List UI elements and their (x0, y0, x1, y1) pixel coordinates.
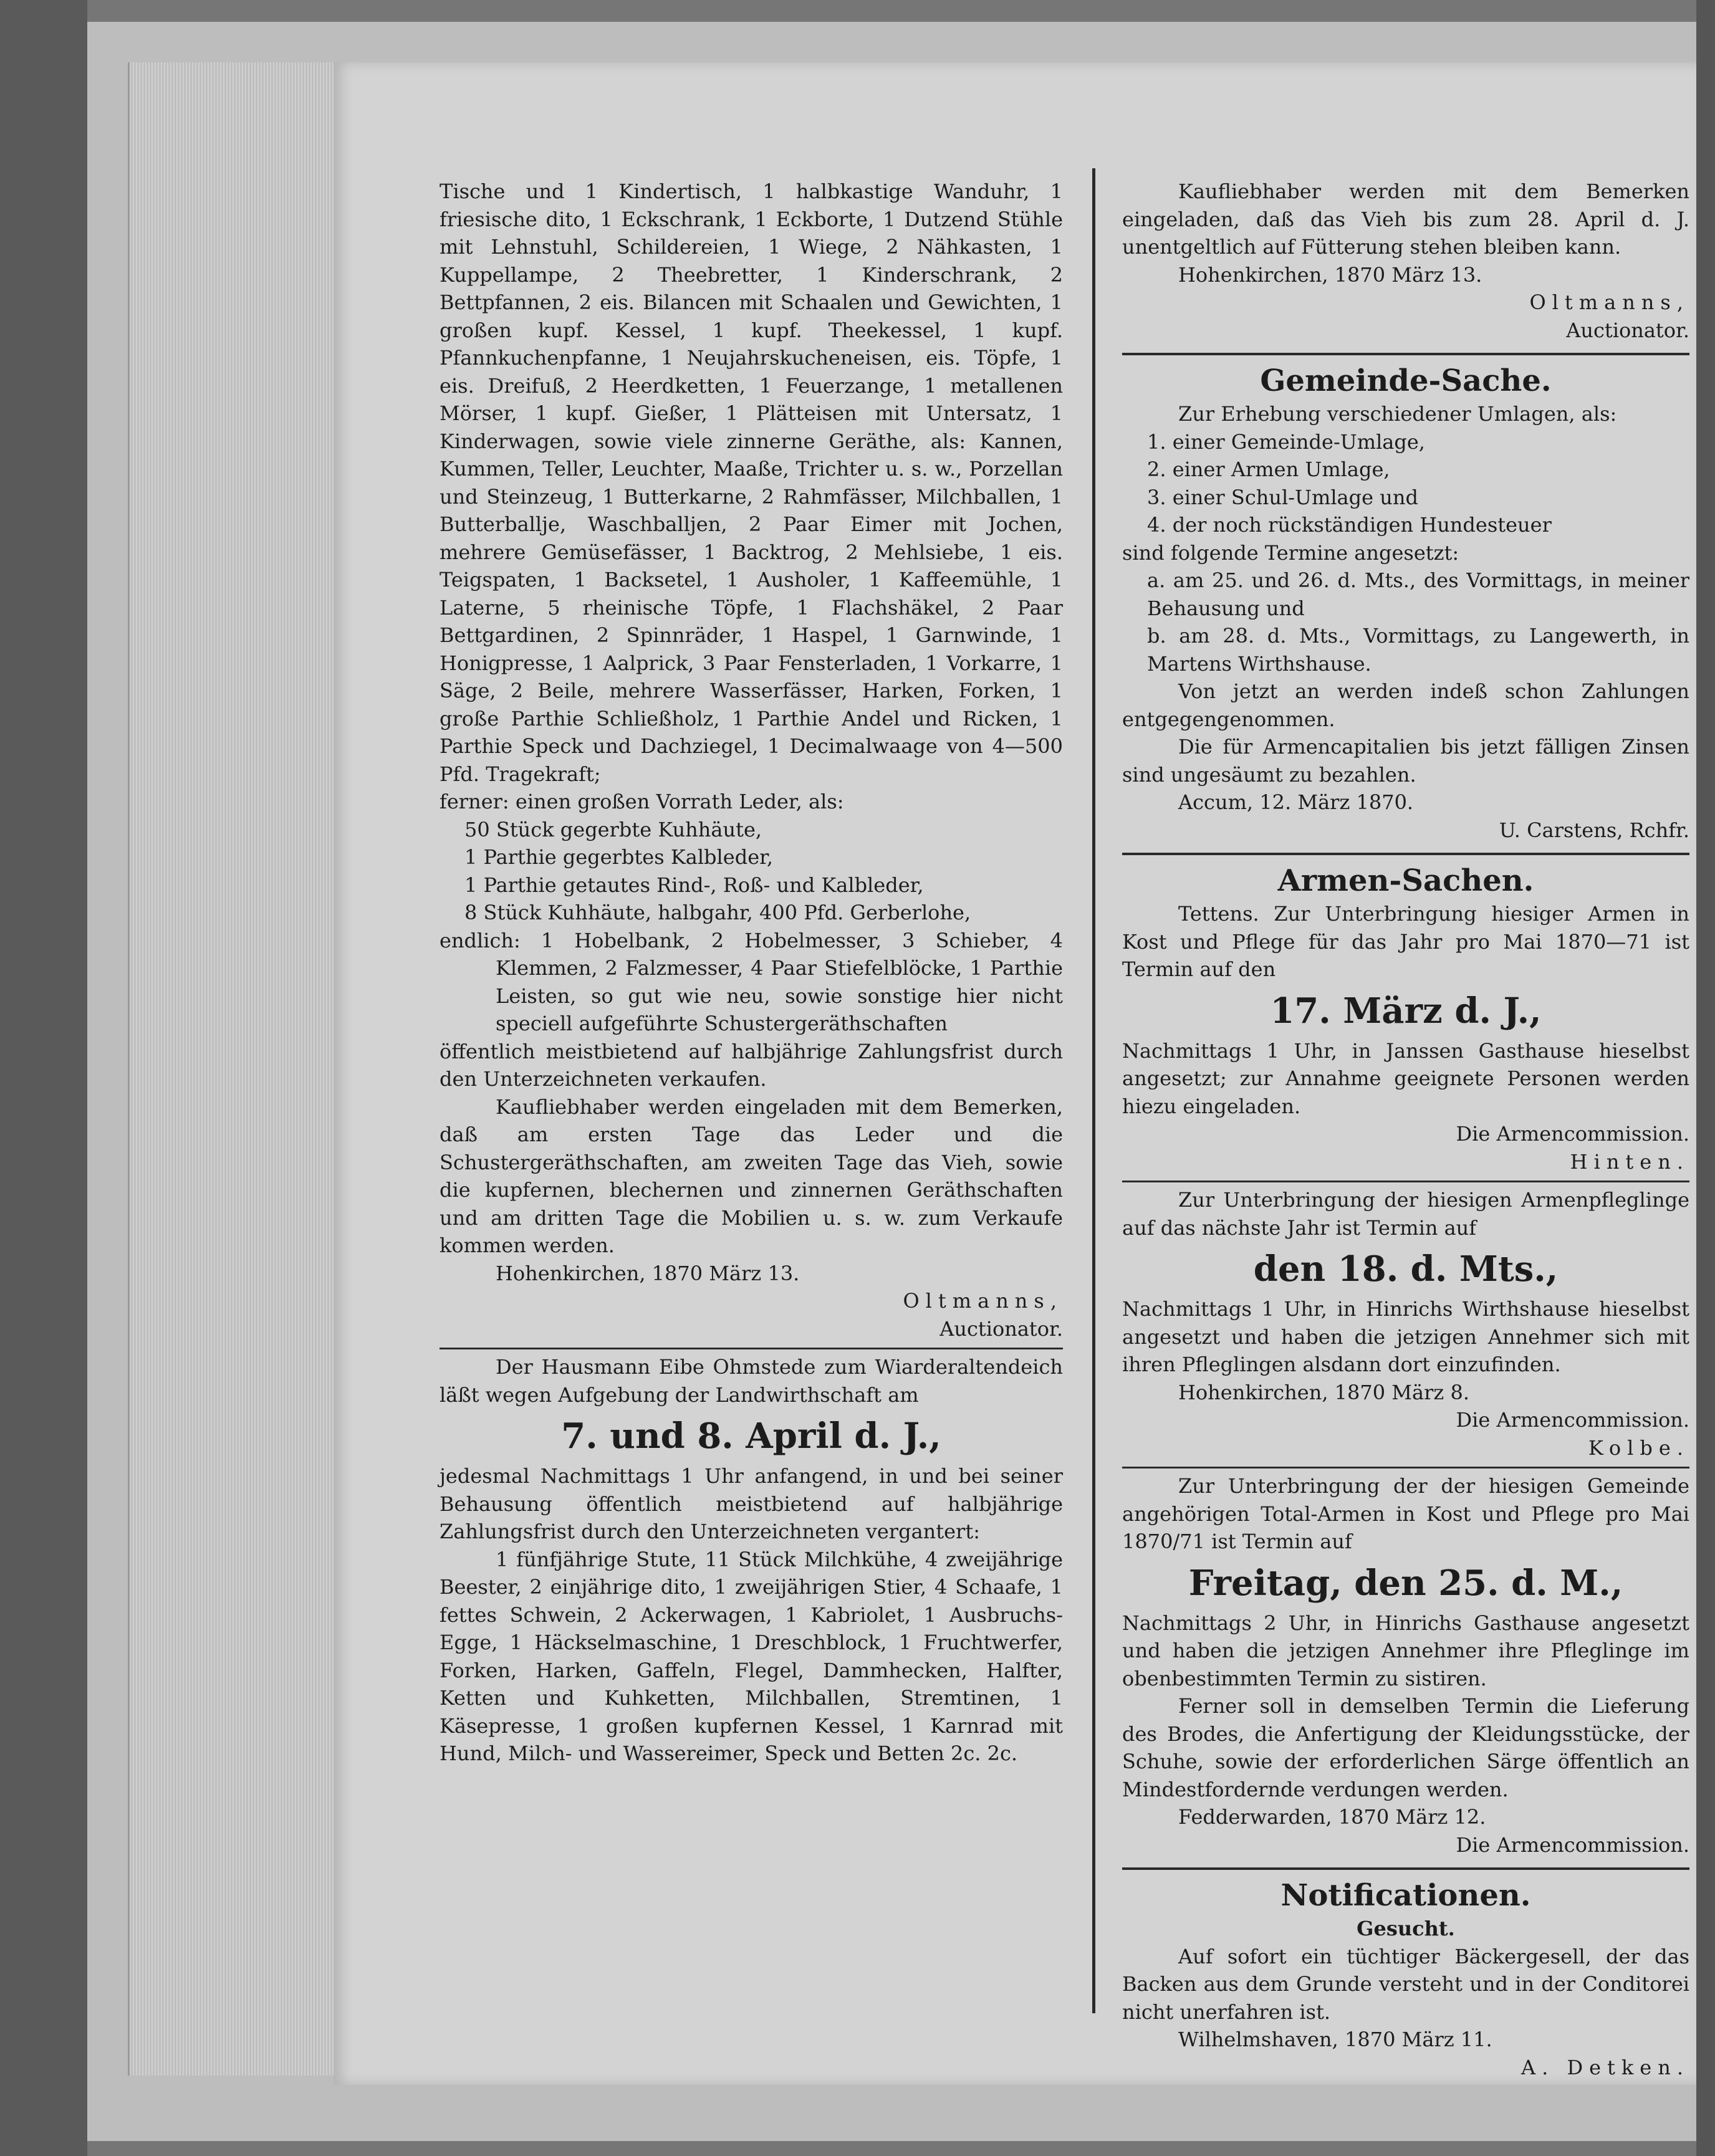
gesucht-heading: Gesucht. (1357, 1917, 1455, 1940)
hohenkirchen-text: Zur Unterbringung der hiesigen Armenpfleglinge auf das nächste Jahr ist Termin auf (1122, 1188, 1689, 1240)
second-ad-date: 7. und 8. April d. J., (561, 1416, 941, 1457)
leather-item: 50 Stück gegerbte Kuhhäute, (464, 817, 762, 841)
continued-ad-title: Auctionator. (1566, 318, 1689, 342)
livestock-list: 1 fünfjährige Stute, 11 Stück Milchkühe, 4 zweijährige Beester, 2 einjährige dito, 1 zweijährigen Stier, 4 Schaafe, 1 fettes Schwein, 2 Ackerwagen, 1 Kabriolet, 1 Ausbruchs-Egge, 1 Häckselmaschine, 1 Dreschblock, 1 Fruchtwerfer, Forken, Harken, Gaffeln, Flegel, Dammhecken, Halfter, Ketten und Kuhketten, Milchballen, Stremtinen, 1 Käsepresse, 1 großen kupfernen Kessel, 1 Karnrad mit Hund, Milch- und Wassereimer, Speck und Betten 2c. 2c. (440, 1547, 1063, 1765)
gesucht-text: Auf sofort ein tüchtiger Bäckergesell, der das Backen aus dem Grunde versteht und in der Conditorei nicht unerfahren ist. (1122, 1944, 1689, 2024)
section-separator (1122, 853, 1689, 855)
scan-edge-shadow (1696, 0, 1715, 2156)
section-separator (440, 1348, 1063, 1349)
second-ad-text: jedesmal Nachmittags 1 Uhr anfangend, in und bei seiner Behausung öffentlich meistbietend auf halbjährige Zahlungsfrist durch den Unterzeichneten vergantert: (440, 1464, 1063, 1543)
fedderwarden-text: Zur Unterbringung der der hiesigen Gemeinde angehörigen Total-Armen in Kost und Pflege pro Mai 1870/71 ist Termin auf (1122, 1474, 1689, 1553)
fedderwarden-text-3: Ferner soll in demselben Termin die Lieferung des Brodes, die Anfertigung der Kleidungsstücke, der Schuhe, sowie der erforderlichen Särge öffentlich an Mindestfordernde verdungen werden. (1122, 1694, 1689, 1801)
leather-item: 1 Parthie gegerbtes Kalbleder, (464, 845, 774, 869)
tools-list: endlich: 1 Hobelbank, 2 Hobelmesser, 3 Schieber, 4 Klemmen, 2 Falzmesser, 4 Paar Stiefelblöcke, 1 Parthie Leisten, so gut wie neu, sowie sonstige hier nicht speciell aufgeführte Schustergeräthschaften (440, 928, 1063, 1035)
notificationen-heading: Notificationen. (1280, 1878, 1531, 1913)
sale-terms: öffentlich meistbietend auf halbjährige Zahlungsfrist durch den Unterzeichneten verkaufen. (440, 1039, 1063, 1091)
gemeinde-item: 2. einer Armen Umlage, (1147, 458, 1390, 481)
gesucht-signer: A. Detken. (1520, 2055, 1689, 2079)
continued-ad-text: Kaufliebhaber werden mit dem Bemerken eingeladen, daß das Vieh bis zum 28. April d. J. unentgeltlich auf Fütterung stehen bleiben kann. (1122, 180, 1689, 259)
tettens-text: Tettens. Zur Unterbringung hiesiger Armen in Kost und Pflege für das Jahr pro Mai 1870—71 ist Termin auf den (1122, 902, 1689, 981)
fedderwarden-signer: Die Armencommission. (1456, 1833, 1689, 1857)
right-column (1122, 178, 1689, 2081)
gemeinde-item: 3. einer Schul-Umlage und (1147, 485, 1418, 509)
gemeinde-heading: Gemeinde-Sache. (1260, 363, 1552, 398)
gemeinde-place: Accum, 12. März 1870. (1178, 790, 1414, 814)
left-column (440, 178, 1063, 1768)
gemeinde-term-b: b. am 28. d. Mts., Vormittags, zu Langewerth, in Martens Wirthshause. (1147, 624, 1689, 676)
buyers-note: Kaufliebhaber werden eingeladen mit dem Bemerken, daß am ersten Tage das Leder und die Schustergeräthschaften, am zweiten Tage das Vieh, sowie die kupfernen, blechernen und zinnernen Geräthschaften und am dritten Tage die Mobilien u. s. w. zum Verkaufe kommen werden. (440, 1095, 1063, 1257)
tettens-signer-name: Hinten. (1570, 1149, 1689, 1174)
continued-ad-place: Hohenkirchen, 1870 März 13. (1178, 262, 1482, 287)
tettens-text-2: Nachmittags 1 Uhr, in Janssen Gasthause hieselbst angesetzt; zur Annahme geeignete Personen werden hiezu eingeladen. (1122, 1038, 1689, 1118)
section-separator (1122, 1181, 1689, 1182)
section-separator (1122, 1867, 1689, 1870)
hohenkirchen-date: den 18. d. Mts., (1253, 1248, 1559, 1290)
section-separator (1122, 353, 1689, 355)
fedderwarden-text-2: Nachmittags 2 Uhr, in Hinrichs Gasthause angesetzt und haben die jetzigen Annehmer ihre Pfleglinge im obenbestimmten Termin zu sistiren. (1122, 1611, 1689, 1690)
gemeinde-term-a: a. am 25. und 26. d. Mts., des Vormittags, in meiner Behausung und (1147, 568, 1689, 620)
hohenkirchen-signer: Die Armencommission. (1456, 1408, 1689, 1432)
tettens-date: 17. März d. J., (1270, 990, 1542, 1032)
hohenkirchen-text-2: Nachmittags 1 Uhr, in Hinrichs Wirthshause hieselbst angesetzt und haben die jetzigen Annehmer sich mit ihren Pfleglingen alsdann dort einzufinden. (1122, 1297, 1689, 1376)
second-ad-intro: Der Hausmann Eibe Ohmstede zum Wiarderaltendeich läßt wegen Aufgebung der Landwirthschaft am (440, 1355, 1063, 1407)
fedderwarden-date: Freitag, den 25. d. M., (1188, 1562, 1623, 1604)
page-edges (128, 62, 335, 2076)
hohenkirchen-place: Hohenkirchen, 1870 März 8. (1178, 1380, 1469, 1404)
scan-background (0, 0, 87, 2156)
auctioneer-title: Auctionator. (939, 1316, 1063, 1341)
hohenkirchen-signer-name: Kolbe. (1588, 1435, 1689, 1460)
tettens-signer: Die Armencommission. (1456, 1122, 1689, 1146)
gesucht-place: Wilhelmshaven, 1870 März 11. (1178, 2028, 1492, 2051)
auctioneer-name: Oltmanns, (903, 1289, 1063, 1313)
gemeinde-item: 4. der noch rückständigen Hundesteuer (1147, 513, 1552, 537)
leather-item: 8 Stück Kuhhäute, halbgahr, 400 Pfd. Gerberlohe, (464, 901, 971, 924)
gemeinde-item: 1. einer Gemeinde-Umlage, (1147, 429, 1425, 454)
gemeinde-note: Die für Armencapitalien bis jetzt fälligen Zinsen sind ungesäumt zu bezahlen. (1122, 735, 1689, 787)
gemeinde-intro: Zur Erhebung verschiedener Umlagen, als: (1178, 402, 1617, 426)
fedderwarden-place: Fedderwarden, 1870 März 12. (1178, 1805, 1486, 1829)
gemeinde-terms-intro: sind folgende Termine angesetzt: (1122, 540, 1459, 565)
armen-heading: Armen-Sachen. (1277, 863, 1534, 898)
leather-item: 1 Parthie getautes Rind-, Roß- und Kalbleder, (464, 873, 924, 897)
leather-intro: ferner: einen großen Vorrath Leder, als: (440, 790, 844, 813)
auction-item-list: Tische und 1 Kindertisch, 1 halbkastige Wanduhr, 1 friesische dito, 1 Eckschrank, 1 Eckborte, 1 Dutzend Stühle mit Lehnstuhl, Schildereien, 1 Wiege, 2 Nähkasten, 1 Kuppellampe, 2 Theebretter, 1 Kinderschrank, 2 Bettpfannen, 2 eis. Bilancen mit Schaalen und Gewichten, 1 großen kupf. Kessel, 1 kupf. Theekessel, 1 kupf. Pfannkuchenpfanne, 1 Neujahrskucheneisen, eis. Töpfe, 1 eis. Dreifuß, 2 Heerdketten, 1 Feuerzange, 1 metallenen Mörser, 1 kupf. Gießer, 1 Plätteisen mit Untersatz, 1 Kinderwagen, sowie viele zinnerne Geräthe, als: Kannen, Kummen, Teller, Leuchter, Maaße, Trichter u. s. w., Porzellan und Steinzeug, 1 Butterkarne, 2 Rahmfässer, Milchballen, 1 Butterballje, Waschballjen, 2 Paar Eimer mit Jochen, mehrere Gemüsefässer, 1 Backtrog, 2 Mehlsiebe, 1 eis. Teigspaten, 1 Backsetel, 1 Ausholer, 1 Kaffeemühle, 1 Laterne, 5 rheinische Töpfe, 1 Flachshäkel, 2 Paar Bettgardinen, 2 Spinnräder, 1 Haspel, 1 Garnwinde, 1 Honigpresse, 1 Aalprick, 3 Paar Fensterladen, 1 Vorkarre, 1 Säge, 2 Beile, mehrere Wasserfässer, Harken, Forken, 1 große Parthie Schließholz, 1 Parthie Andel und Ricken, 1 Parthie Speck und Dachziegel, 1 Decimalwaage von 4—500 Pfd. Tragekraft; (440, 180, 1063, 786)
section-separator (1122, 1467, 1689, 1468)
column-divider (1092, 168, 1095, 2013)
place-date: Hohenkirchen, 1870 März 13. (496, 1261, 800, 1285)
continued-ad-signer: Oltmanns, (1529, 290, 1689, 314)
gemeinde-note: Von jetzt an werden indeß schon Zahlungen entgegengenommen. (1122, 679, 1689, 731)
gemeinde-signer: U. Carstens, Rchfr. (1499, 818, 1689, 842)
